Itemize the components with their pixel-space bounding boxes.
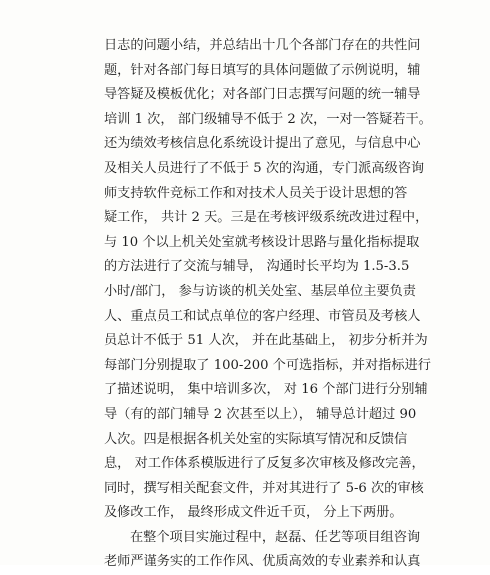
text-line: 同时，撰写相关配套文件，并对其进行了 5-6 次的审核 bbox=[104, 480, 424, 496]
text-line: 与 10 个以上机关处室就考核设计思路与量化指标提取 bbox=[104, 234, 420, 250]
text-line: 的方法进行了交流与辅导， 沟通时长平均为 1.5-3.5 bbox=[104, 259, 410, 275]
text-line: 导答疑及模板优化；对各部门日志撰写问题的统一辅导 bbox=[104, 87, 421, 103]
text-line: 日志的问题小结，并总结出十几个各部门存在的共性问 bbox=[104, 38, 421, 53]
text-line: 人、重点员工和试点单位的客户经理、市管员及考核人 bbox=[104, 308, 421, 324]
text-line: 导（有的部门辅导 2 次甚至以上）， 辅导总计超过 90 bbox=[104, 406, 417, 422]
text-line: 疑工作， 共计 2 天。三是在考核评级系统改进过程中， bbox=[104, 210, 429, 226]
text-line: 在整个项目实施过程中，赵磊、任艺等项目组咨询 bbox=[130, 529, 421, 545]
text-line: 及修改工作， 最终形成文件近千页， 分上下两册。 bbox=[104, 505, 403, 521]
text-line: 了描述说明， 集中培训多次， 对 16 个部门进行分别辅 bbox=[104, 382, 428, 398]
text-line: 题，针对各部门每日填写的具体问题做了示例说明，辅 bbox=[104, 62, 421, 78]
text-line: 小时/部门， 参与访谈的机关处室、基层单位主要负责 bbox=[104, 283, 416, 299]
text-line: 老师严谨务实的工作作风、优质高效的专业素养和认真 bbox=[104, 554, 421, 570]
text-line: 息， 对工作体系模版进行了反复多次审核及修改完善， bbox=[104, 456, 425, 472]
text-line: 师支持软件竞标工作和对技术人员关于设计思想的答 bbox=[104, 185, 408, 201]
text-line: 还为绩效考核信息化系统设计提出了意见，与信息中心 bbox=[104, 136, 421, 152]
body-text bbox=[104, 34, 432, 575]
text-line: 及相关人员进行了不低于 5 次的沟通，专门派高级咨询 bbox=[104, 160, 425, 176]
text-line: 每部门分别提取了 100-200 个可选指标，并对指标进行 bbox=[104, 357, 431, 373]
text-line: 培训 1 次， 部门级辅导不低于 2 次，一对一答疑若干。 bbox=[104, 111, 432, 127]
text-line: 员总计不低于 51 人次， 并在此基础上， 初步分析并为 bbox=[104, 333, 428, 349]
text-line: 人次。四是根据各机关处室的实际填写情况和反馈信 bbox=[104, 431, 408, 447]
